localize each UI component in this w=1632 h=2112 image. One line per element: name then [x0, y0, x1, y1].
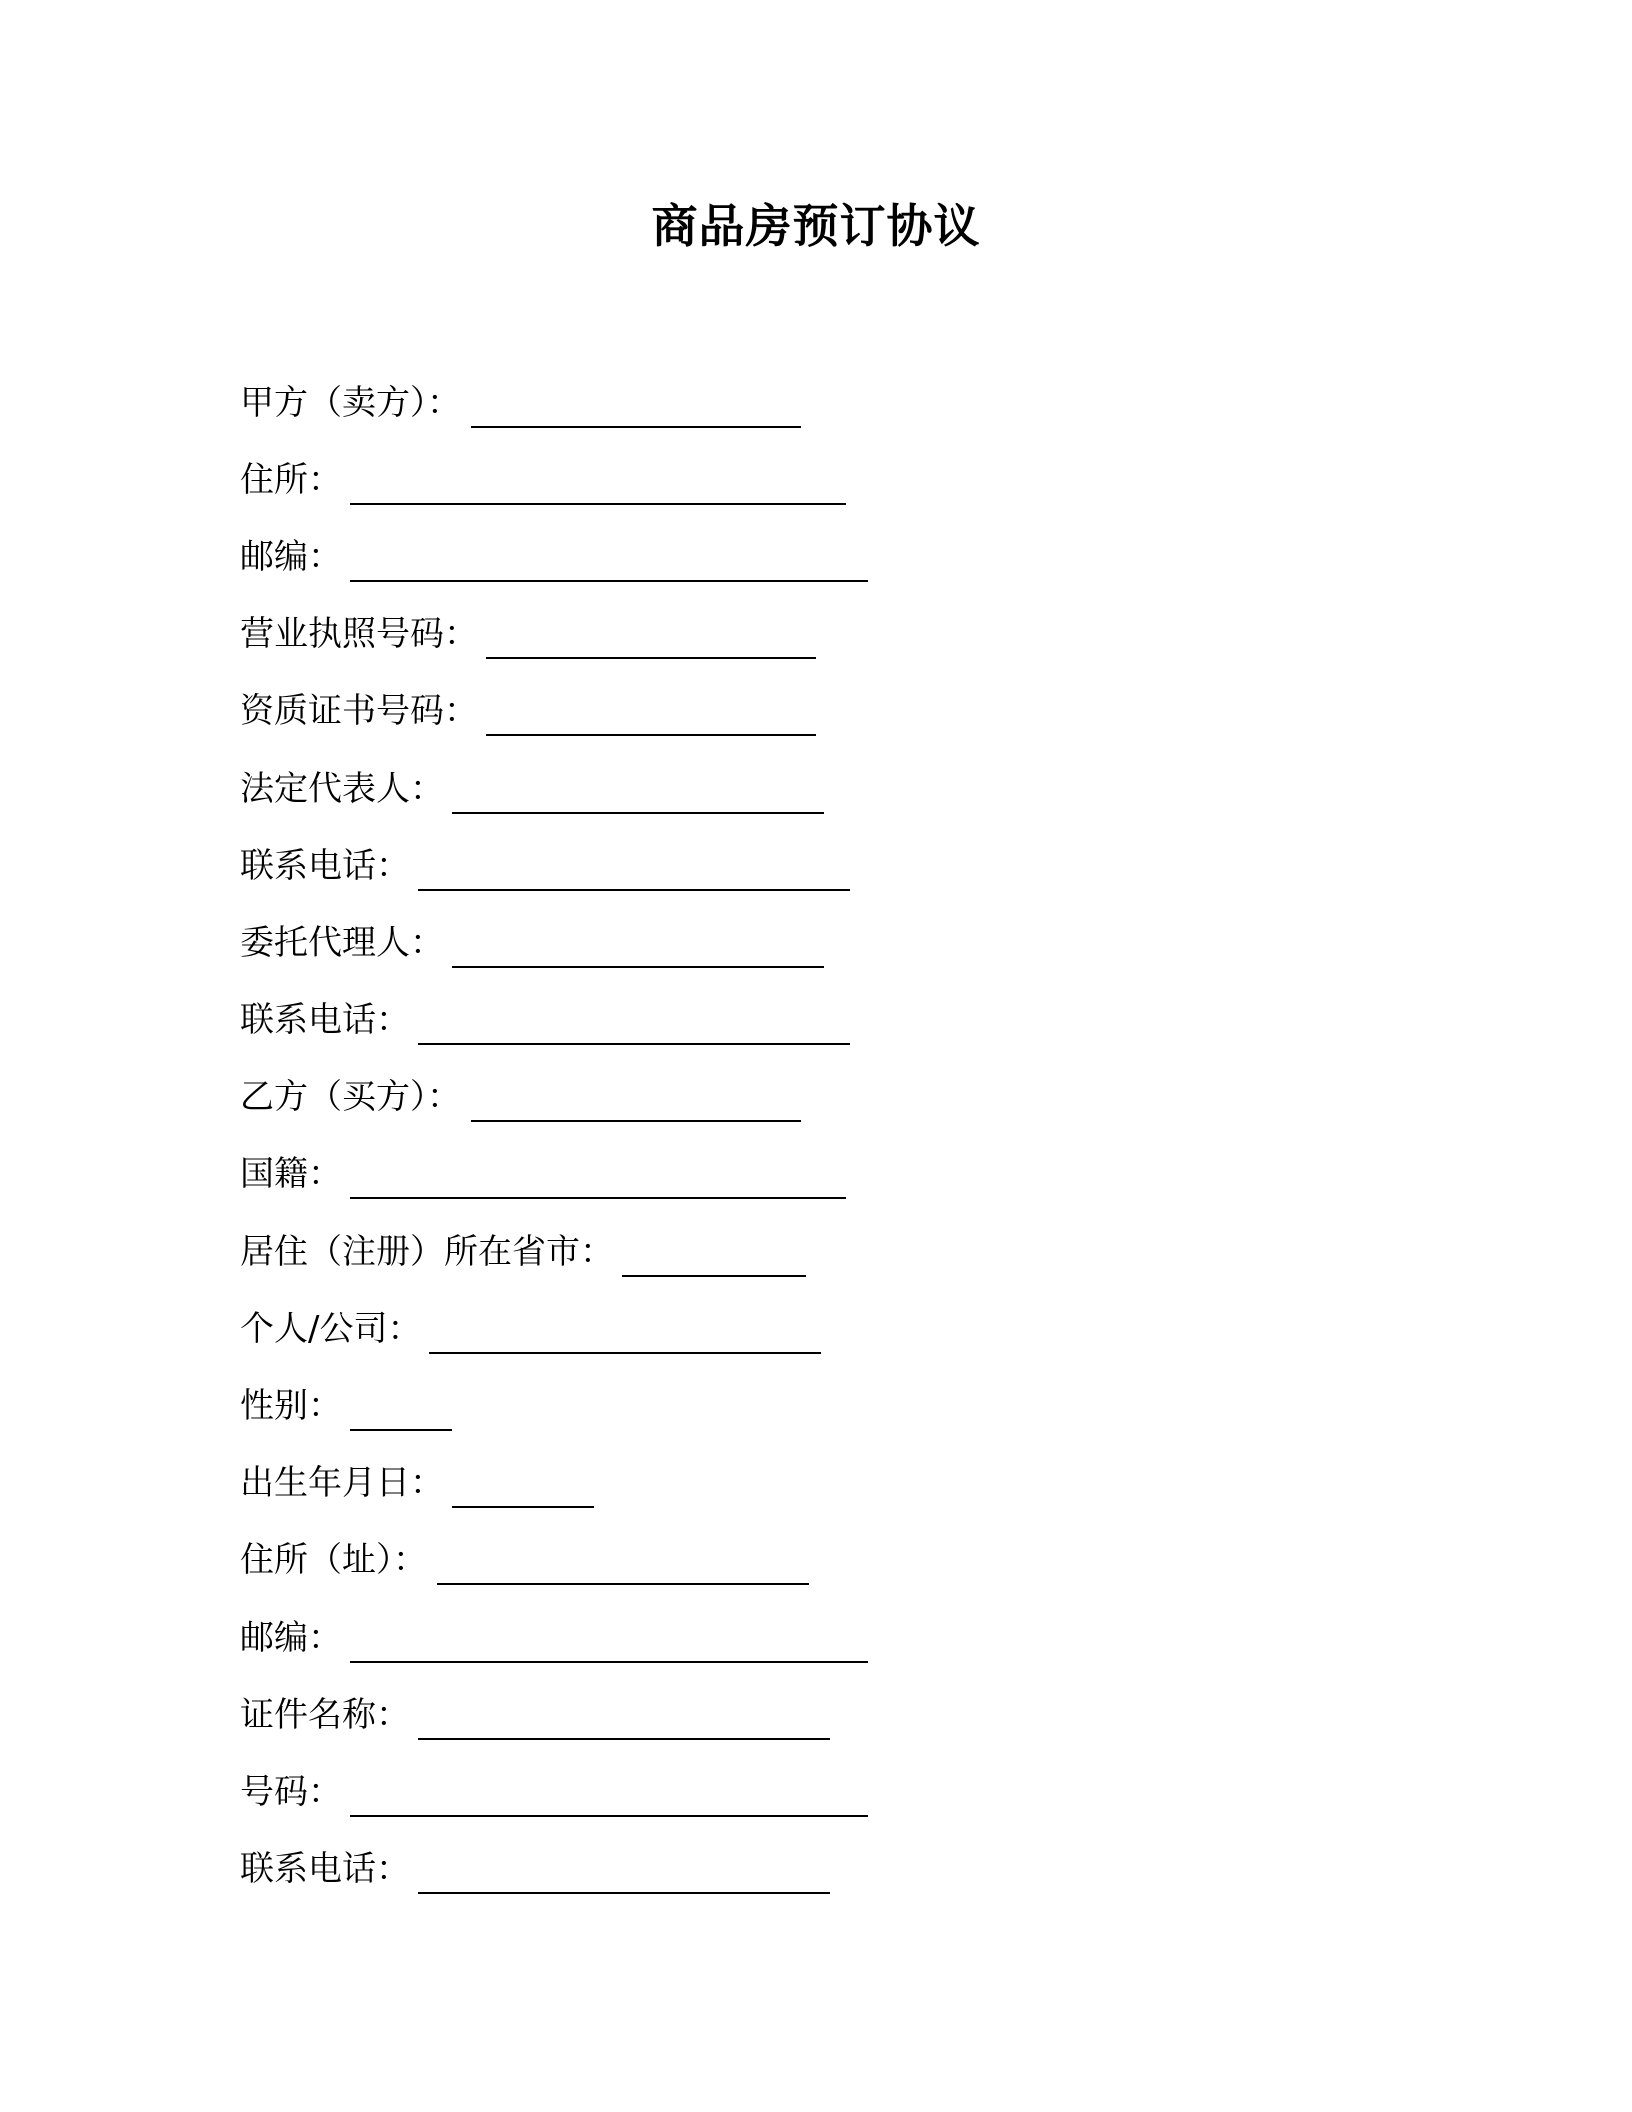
field-label: 出生年月日：: [240, 1463, 444, 1504]
document-title: 商品房预订协议: [651, 199, 981, 253]
fill-blank[interactable]: [437, 1543, 809, 1585]
fill-blank[interactable]: [452, 1466, 594, 1508]
field-label: 邮编：: [240, 536, 342, 577]
field-seller-postcode: [240, 518, 1440, 595]
field-legal-representative: [240, 750, 1440, 827]
field-seller-address: [240, 441, 1440, 518]
fill-blank[interactable]: [418, 1698, 830, 1740]
field-residence-province: [240, 1213, 1440, 1290]
field-birth-date: [240, 1445, 1440, 1522]
fill-blank[interactable]: [452, 772, 824, 814]
field-id-type: [240, 1676, 1440, 1753]
field-label: 邮编：: [240, 1617, 342, 1658]
field-label: 住所（址）：: [240, 1540, 427, 1581]
field-label: 法定代表人：: [240, 768, 444, 809]
field-id-number: [240, 1753, 1440, 1830]
fill-blank[interactable]: [350, 540, 868, 582]
field-qualification-cert: [240, 673, 1440, 750]
field-nationality: [240, 1136, 1440, 1213]
field-label: 国籍：: [240, 1154, 342, 1195]
fill-blank[interactable]: [350, 1775, 868, 1817]
fill-blank[interactable]: [452, 926, 824, 968]
fill-blank[interactable]: [350, 1157, 846, 1199]
field-agent-phone: [240, 982, 1440, 1059]
fill-blank[interactable]: [471, 386, 801, 428]
field-buyer-address: [240, 1522, 1440, 1599]
fill-blank[interactable]: [418, 849, 850, 891]
field-label: 乙方（买方）：: [240, 1077, 461, 1118]
field-seller: [240, 364, 1440, 441]
field-label: 联系电话：: [240, 1849, 410, 1890]
field-agent: [240, 904, 1440, 981]
fill-blank[interactable]: [350, 1621, 868, 1663]
field-label: 号码：: [240, 1771, 342, 1812]
field-label: 联系电话：: [240, 845, 410, 886]
field-label: 联系电话：: [240, 1000, 410, 1041]
fill-blank[interactable]: [418, 1003, 850, 1045]
field-label: 营业执照号码：: [240, 614, 478, 655]
field-seller-phone: [240, 827, 1440, 904]
fill-blank[interactable]: [486, 694, 816, 736]
field-buyer-phone: [240, 1831, 1440, 1908]
field-label: 住所：: [240, 459, 342, 500]
field-gender: [240, 1367, 1440, 1444]
fill-blank[interactable]: [486, 617, 816, 659]
fill-blank[interactable]: [350, 1389, 452, 1431]
fill-blank[interactable]: [471, 1080, 801, 1122]
field-buyer-postcode: [240, 1599, 1440, 1676]
fill-blank[interactable]: [429, 1312, 821, 1354]
field-individual-company: [240, 1290, 1440, 1367]
field-buyer: [240, 1059, 1440, 1136]
field-label: 资质证书号码：: [240, 691, 478, 732]
form-fields: [240, 364, 1440, 1908]
field-label: 性别：: [240, 1386, 342, 1427]
field-label: 甲方（卖方）：: [240, 382, 461, 423]
field-label: 委托代理人：: [240, 922, 444, 963]
field-business-license: [240, 596, 1440, 673]
fill-blank[interactable]: [418, 1852, 830, 1894]
field-label: 证件名称：: [240, 1694, 410, 1735]
fill-blank[interactable]: [350, 463, 846, 505]
field-label: 个人/公司：: [240, 1308, 422, 1349]
field-label: 居住（注册）所在省市：: [240, 1231, 614, 1272]
fill-blank[interactable]: [622, 1235, 806, 1277]
